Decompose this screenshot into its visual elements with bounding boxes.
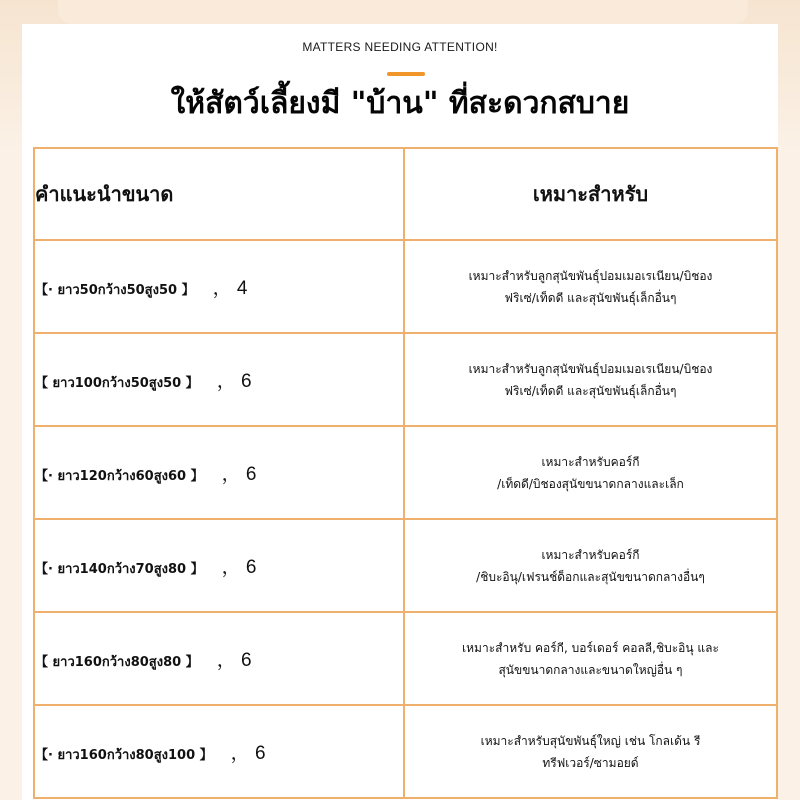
size-label: 【· ยาว160กว้าง80สูง100 】 bbox=[35, 748, 213, 763]
size-cell bbox=[34, 612, 404, 705]
column-header-size: คำแนะนำขนาด bbox=[34, 148, 404, 240]
size-cell bbox=[34, 333, 404, 426]
table-row bbox=[34, 240, 777, 333]
size-label: 【· ยาว50กว้าง50สูง50 】 bbox=[35, 283, 195, 298]
suitable-for-line: เหมาะสำหรับคอร์กี bbox=[541, 547, 640, 562]
suitable-for-line: เหมาะสำหรับลูกสุนัขพันธุ์ปอมเมอเรเนียน/บิชอง bbox=[468, 361, 713, 376]
table-row bbox=[34, 519, 777, 612]
section-eyebrow: MATTERS NEEDING ATTENTION! bbox=[302, 40, 498, 54]
size-quantity: ， 6 bbox=[216, 650, 252, 671]
size-label: 【 ยาว160กว้าง80สูง80 】 bbox=[35, 655, 199, 670]
accent-underline bbox=[387, 72, 425, 76]
size-quantity: ， 6 bbox=[221, 557, 257, 578]
suitable-for-cell bbox=[404, 519, 777, 612]
suitable-for-cell bbox=[404, 333, 777, 426]
size-quantity: ， 6 bbox=[221, 464, 257, 485]
table-header-row bbox=[34, 148, 777, 240]
suitable-for-line: /เท็ดดี/บิชองสุนัขขนาดกลางและเล็ก bbox=[497, 476, 684, 491]
suitable-for-line: ฟริเซ่/เท็ดดี และสุนัขพันธุ์เล็กอื่นๆ bbox=[504, 290, 677, 305]
top-decorative-card bbox=[58, 0, 748, 24]
suitable-for-line: เหมาะสำหรับ คอร์กี, บอร์เดอร์ คอลลี,ชิบะอินุ และ bbox=[462, 640, 719, 655]
size-cell bbox=[34, 705, 404, 798]
table-row bbox=[34, 612, 777, 705]
suitable-for-line: เหมาะสำหรับคอร์กี bbox=[541, 454, 640, 469]
suitable-for-cell bbox=[404, 612, 777, 705]
table-row bbox=[34, 333, 777, 426]
page-title: ให้สัตว์เลี้ยงมี "บ้าน" ที่สะดวกสบาย bbox=[170, 86, 630, 121]
size-label: 【· ยาว140กว้าง70สูง80 】 bbox=[35, 562, 204, 577]
size-recommendation-table bbox=[33, 147, 778, 799]
table-row bbox=[34, 426, 777, 519]
size-quantity: ， 6 bbox=[216, 371, 252, 392]
suitable-for-cell bbox=[404, 426, 777, 519]
suitable-for-line: สุนัขขนาดกลางและขนาดใหญ่อื่น ๆ bbox=[498, 662, 683, 677]
size-cell bbox=[34, 426, 404, 519]
suitable-for-line: ฟริเซ่/เท็ดดี และสุนัขพันธุ์เล็กอื่นๆ bbox=[504, 383, 677, 398]
size-label: 【 ยาว100กว้าง50สูง50 】 bbox=[35, 376, 199, 391]
suitable-for-cell bbox=[404, 705, 777, 798]
column-header-suitable-for: เหมาะสำหรับ bbox=[404, 148, 777, 240]
suitable-for-line: เหมาะสำหรับสุนัขพันธุ์ใหญ่ เช่น โกลเด้น รี bbox=[480, 733, 701, 748]
suitable-for-line: เหมาะสำหรับลูกสุนัขพันธุ์ปอมเมอเรเนียน/บิชอง bbox=[468, 268, 713, 283]
size-cell bbox=[34, 519, 404, 612]
table-row bbox=[34, 705, 777, 798]
suitable-for-cell bbox=[404, 240, 777, 333]
suitable-for-line: /ชิบะอินุ/เฟรนช์ด็อกและสุนัขขนาดกลางอื่นๆ bbox=[476, 569, 705, 584]
size-cell bbox=[34, 240, 404, 333]
size-quantity: ， 4 bbox=[212, 278, 248, 299]
suitable-for-line: ทรีฟเวอร์/ซามอยด์ bbox=[542, 755, 639, 770]
size-label: 【· ยาว120กว้าง60สูง60 】 bbox=[35, 469, 204, 484]
size-quantity: ， 6 bbox=[230, 743, 266, 764]
